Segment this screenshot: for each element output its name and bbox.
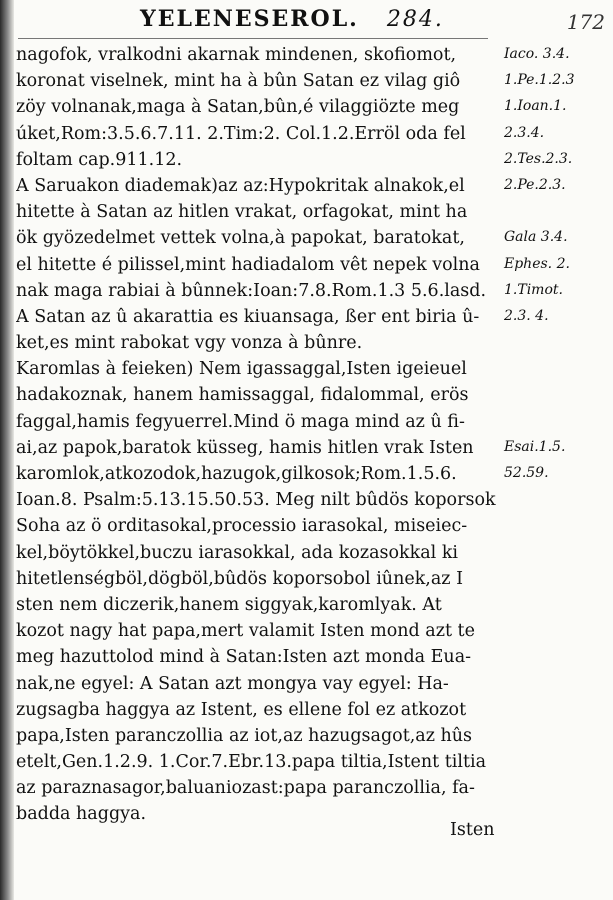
text-line: hadakoznak, hanem hamissaggal, fidalommal, erös: [16, 385, 469, 406]
text-line: úket,Rom:3.5.6.7.11. 2.Tim:2. Col.1.2.Erröl oda fel: [16, 123, 466, 144]
text-line: karomlok,atkozodok,hazugok,gilkosok;Rom.1.5.6.: [16, 464, 457, 484]
text-line: papa,Isten paranczollia az iot,az hazugsagot,az hûs: [16, 725, 473, 746]
text-line: ai,az papok,baratok küsseg, hamis hitlen vrak Isten: [16, 437, 474, 458]
margin-note: 2.3. 4.: [504, 308, 549, 324]
text-line: hitette à Satan az hitlen vrakat, orfagokat, mint ha: [16, 202, 468, 223]
margin-note: Gala 3.4.: [504, 229, 568, 246]
text-line: sten nem diczerik,hanem siggyak,karomlyak. At: [16, 594, 442, 615]
text-line: kozot nagy hat papa,mert valamit Isten mond azt te: [16, 621, 475, 642]
text-line: Karomlas à feieken) Nem igassaggal,Isten igeieuel: [16, 359, 467, 380]
text-line: ök gyözedelmet vettek volna,à papokat, baratokat,: [16, 228, 465, 249]
text-line: nagofok, vralkodni akarnak mindenen, skofiomot,: [16, 45, 457, 65]
margin-note: 1.Ioan.1.: [504, 98, 567, 115]
text-line: el hitette é pilissel,mint hadiadalom vêt nepek volna: [16, 254, 480, 275]
margin-note: 2.Pe.2.3.: [504, 177, 566, 193]
folio-mark: 172: [566, 10, 605, 34]
text-line: Ioan.8. Psalm:5.13.15.50.53. Meg nilt bûdös koporsok: [16, 490, 496, 511]
running-head-title: YELENESEROL.: [140, 6, 359, 32]
margin-note: 2.3.4.: [504, 124, 545, 141]
text-line: nak,ne egyel: A Satan azt mongya vay egyel: Ha-: [16, 673, 449, 694]
text-line: zugsagba haggya az Istent, es ellene fol ez atkozot: [16, 699, 467, 720]
text-line: badda haggya.: [16, 804, 147, 825]
catchword: Isten: [450, 820, 495, 840]
text-line: meg hazuttolod mind à Satan:Isten azt monda Eua-: [16, 647, 472, 668]
text-line: ket,es mint rabokat vgy vonza à bûnre.: [16, 333, 363, 354]
text-line: Soha az ö orditasokal,processio iarasokal, miseiec-: [16, 516, 468, 537]
text-line: az paraznasagor,baluaniozast:papa paranczollia, fa-: [16, 778, 475, 799]
margin-note: 52.59.: [504, 465, 549, 482]
margin-note: 2.Tes.2.3.: [504, 150, 573, 167]
text-line: A Satan az û akarattia es kiuansaga, ßer ent biria û-: [16, 306, 480, 327]
text-line: nak maga rabiai à bûnnek:Ioan:7.8.Rom.1.3 5.6.lasd.: [16, 280, 487, 301]
margin-note: Iaco. 3.4.: [504, 46, 570, 62]
running-head: [140, 6, 444, 34]
margin-note: Ephes. 2.: [504, 255, 570, 272]
page-number: 284.: [386, 7, 444, 32]
text-line: koronat viselnek, mint ha à bûn Satan ez vilag giô: [16, 71, 461, 92]
text-line: kel,böytökkel,buczu iarasokkal, ada kozasokkal ki: [16, 542, 459, 563]
margin-note: 1.Timot.: [504, 281, 563, 298]
text-line: hitetlenségböl,dögböl,bûdös koporsobol iûnek,az I: [16, 568, 463, 589]
text-line: foltam cap.911.12.: [16, 149, 183, 170]
binding-gutter: [0, 0, 14, 900]
header-rule: [18, 38, 488, 39]
margin-note: 1.Pe.1.2.3: [504, 72, 575, 89]
text-line: zöy volnanak,maga à Satan,bûn,é vilaggiözte meg: [16, 97, 460, 118]
text-line: faggal,hamis fegyuerrel.Mind ö maga mind az û fi-: [16, 411, 465, 432]
text-line: A Saruakon diademak)az az:Hypokritak alnakok,el: [16, 175, 465, 196]
margin-note: Esai.1.5.: [504, 439, 566, 455]
body-text: [16, 42, 498, 828]
text-line: etelt,Gen.1.2.9. 1.Cor.7.Ebr.13.papa tiltia,Istent tiltia: [16, 752, 487, 773]
